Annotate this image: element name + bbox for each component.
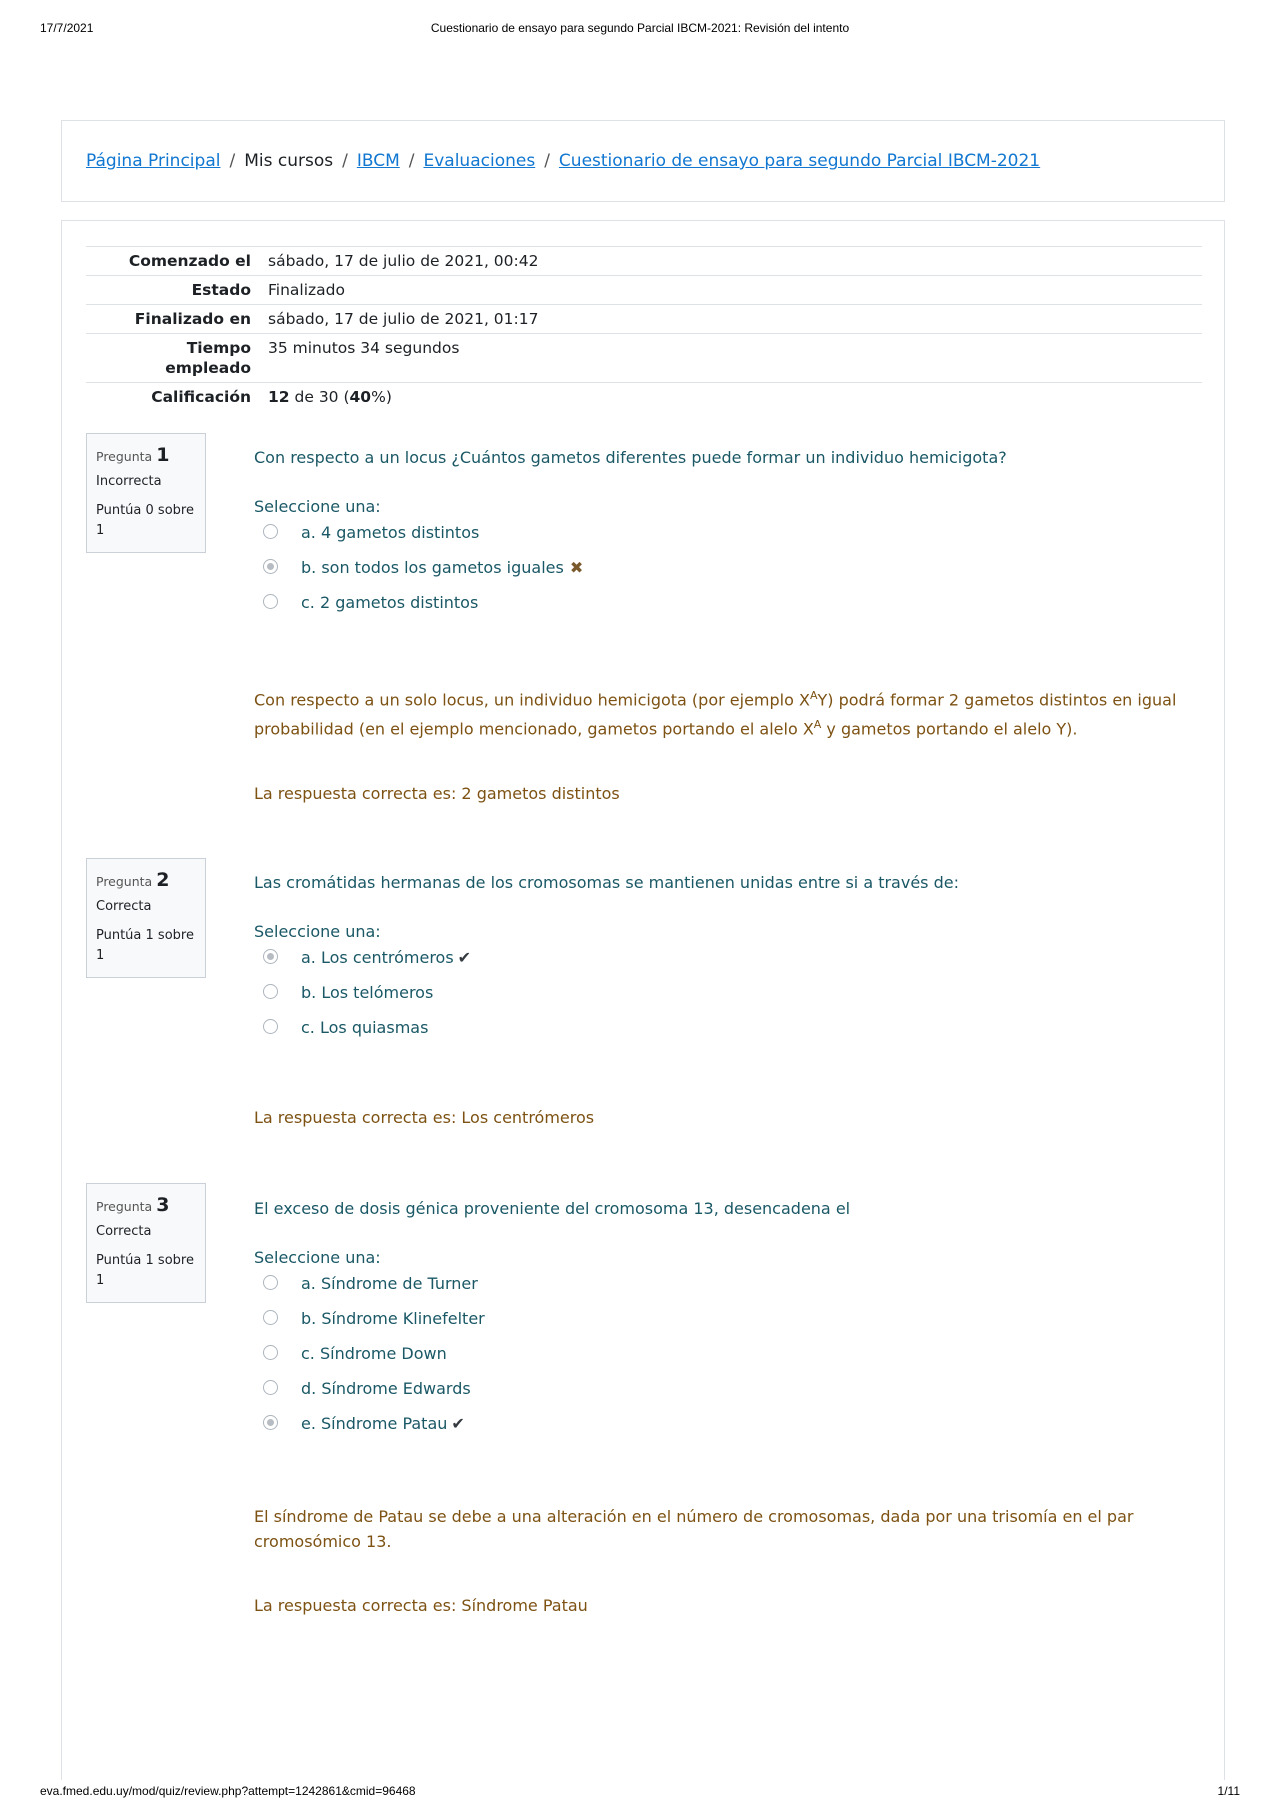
question-number-value: 1: [156, 444, 170, 466]
answer-label: [301, 558, 583, 578]
print-footer: [40, 1784, 1240, 1800]
grade-percent: 40: [349, 388, 372, 406]
question-number: [96, 444, 196, 466]
summary-value: Finalizado: [268, 281, 345, 299]
radio-button-checked[interactable]: [263, 949, 278, 964]
print-title: Cuestionario de ensayo para segundo Parcial IBCM-2021: Revisión del intento: [430, 21, 850, 35]
answer-label-text: b. son todos los gametos iguales: [301, 558, 564, 577]
question-text: Con respecto a un locus ¿Cuántos gametos diferentes puede formar un individuo hemicigota?: [254, 448, 1007, 467]
answer-label: b. Síndrome Klinefelter: [301, 1309, 485, 1328]
question-grade: Puntúa 1 sobre 1: [96, 928, 194, 963]
grade-of: de 30 (: [294, 388, 350, 406]
feedback-text: Y) podrá formar 2 gametos distintos en igual probabilidad (en el ejemplo mencionado, gametos portando el alelo X: [254, 690, 1177, 739]
summary-row-grade: [86, 382, 1202, 411]
question-state: Correcta: [96, 1224, 152, 1239]
answer-options: [254, 1273, 1194, 1448]
answer-label: a. 4 gametos distintos: [301, 523, 480, 542]
breadcrumb-quiz-link[interactable]: Cuestionario de ensayo para segundo Parcial IBCM-2021: [558, 151, 1041, 171]
radio-button[interactable]: [263, 1310, 278, 1325]
summary-value: 35 minutos 34 segundos: [268, 339, 460, 357]
answer-option-selected[interactable]: [254, 557, 1194, 592]
radio-button[interactable]: [263, 1380, 278, 1395]
correct-icon: ✔: [451, 1414, 465, 1433]
radio-button-checked[interactable]: [263, 1415, 278, 1430]
radio-button[interactable]: [263, 594, 278, 609]
answer-option[interactable]: [254, 1343, 1194, 1378]
grade-suffix: %): [371, 388, 392, 406]
breadcrumb-container: [61, 120, 1225, 202]
answer-option-selected[interactable]: [254, 1413, 1194, 1448]
feedback-superscript: A: [813, 718, 822, 732]
question-number: [96, 1194, 196, 1216]
answer-label: c. Los quiasmas: [301, 1018, 429, 1037]
radio-button[interactable]: [263, 984, 278, 999]
answer-option-selected[interactable]: [254, 947, 1194, 982]
feedback-text: Con respecto a un solo locus, un individuo hemicigota (por ejemplo X: [254, 690, 810, 710]
question-label: Pregunta: [96, 874, 153, 889]
question-label: Pregunta: [96, 449, 153, 464]
question-content-1: [254, 447, 1194, 803]
breadcrumb-separator: /: [408, 151, 415, 171]
answer-label-text: a. Los centrómeros: [301, 948, 454, 967]
answer-option[interactable]: [254, 1273, 1194, 1308]
summary-value: [251, 383, 1202, 411]
answer-options: [254, 947, 1194, 1052]
feedback-text: y gametos portando el alelo Y).: [821, 719, 1078, 739]
question-grade: Puntúa 0 sobre 1: [96, 503, 194, 538]
question-info-1: [86, 433, 206, 553]
question-content-2: [254, 872, 1194, 1127]
question-text: Las cromátidas hermanas de los cromosomas se mantienen unidas entre si a través de:: [254, 873, 959, 892]
question-state: Correcta: [96, 899, 152, 914]
question-prompt: Seleccione una:: [254, 1248, 381, 1267]
print-header: [40, 21, 1240, 37]
question-prompt: Seleccione una:: [254, 922, 381, 941]
answer-option[interactable]: [254, 982, 1194, 1017]
summary-label: Calificación: [151, 388, 251, 406]
radio-button[interactable]: [263, 524, 278, 539]
print-page-number: 1/11: [1217, 1784, 1240, 1798]
answer-label: a. Síndrome de Turner: [301, 1274, 478, 1293]
breadcrumb-home-link[interactable]: Página Principal: [86, 151, 221, 171]
answer-option[interactable]: [254, 1378, 1194, 1413]
quiz-review-region: [61, 220, 1225, 1780]
breadcrumb-separator: /: [229, 151, 236, 171]
summary-row-completed: [86, 304, 1202, 333]
question-prompt: Seleccione una:: [254, 497, 381, 516]
question-number-value: 2: [156, 869, 170, 891]
summary-value: sábado, 17 de julio de 2021, 01:17: [268, 310, 539, 328]
print-url: eva.fmed.edu.uy/mod/quiz/review.php?attempt=1242861&cmid=96468: [40, 1784, 416, 1798]
question-number-value: 3: [156, 1194, 170, 1216]
summary-label: Finalizado en: [134, 310, 251, 328]
question-info-2: [86, 858, 206, 978]
answer-label: [301, 948, 471, 968]
summary-value: sábado, 17 de julio de 2021, 00:42: [268, 252, 539, 270]
summary-label: Comenzado el: [128, 252, 251, 270]
summary-label: Estado: [191, 281, 251, 299]
general-feedback: [254, 683, 1194, 742]
summary-label-line2: empleado: [165, 359, 251, 377]
question-grade: Puntúa 1 sobre 1: [96, 1253, 194, 1288]
breadcrumb-my-courses: Mis cursos: [244, 151, 334, 171]
answer-option[interactable]: [254, 522, 1194, 557]
breadcrumb-separator: /: [544, 151, 550, 171]
answer-option[interactable]: [254, 1308, 1194, 1343]
question-state: Incorrecta: [96, 474, 162, 489]
answer-label: [301, 1414, 465, 1434]
correct-icon: ✔: [457, 948, 472, 967]
question-content-3: [254, 1198, 1194, 1615]
radio-button[interactable]: [263, 1345, 278, 1360]
answer-label: c. 2 gametos distintos: [301, 593, 479, 612]
summary-label-line1: Tiempo: [186, 339, 251, 357]
answer-option[interactable]: [254, 1017, 1194, 1052]
radio-button[interactable]: [263, 1019, 278, 1034]
print-date: 17/7/2021: [40, 21, 94, 35]
general-feedback: El síndrome de Patau se debe a una alteración en el número de cromosomas, dada por una trisomía en el par cromosómico 13.: [254, 1507, 1134, 1551]
answer-label: c. Síndrome Down: [301, 1344, 447, 1363]
breadcrumb-evaluations-link[interactable]: Evaluaciones: [423, 151, 536, 171]
question-text: El exceso de dosis génica proveniente del cromosoma 13, desencadena el: [254, 1199, 851, 1218]
radio-button-checked[interactable]: [263, 559, 278, 574]
question-info-3: [86, 1183, 206, 1303]
question-number: [96, 869, 196, 891]
summary-row-state: [86, 275, 1202, 304]
breadcrumb: [86, 151, 1040, 171]
answer-options: [254, 522, 1194, 627]
summary-row-started: [86, 246, 1202, 275]
answer-option[interactable]: [254, 592, 1194, 627]
right-answer: La respuesta correcta es: Síndrome Patau: [254, 1596, 588, 1615]
grade-score: 12: [268, 388, 290, 406]
summary-row-time: [86, 333, 1202, 382]
answer-label: b. Los telómeros: [301, 983, 434, 1002]
feedback-superscript: A: [809, 689, 818, 702]
answer-label-text: e. Síndrome Patau: [301, 1414, 448, 1433]
incorrect-icon: ✖: [569, 558, 584, 577]
attempt-summary-table: [86, 246, 1202, 411]
breadcrumb-separator: /: [342, 151, 348, 171]
answer-label: d. Síndrome Edwards: [301, 1379, 471, 1398]
right-answer: La respuesta correcta es: Los centrómeros: [254, 1108, 595, 1127]
breadcrumb-course-link[interactable]: IBCM: [356, 151, 400, 171]
radio-button[interactable]: [263, 1275, 278, 1290]
question-label: Pregunta: [96, 1199, 153, 1214]
right-answer: La respuesta correcta es: 2 gametos distintos: [254, 783, 620, 803]
summary-label: [86, 334, 251, 382]
